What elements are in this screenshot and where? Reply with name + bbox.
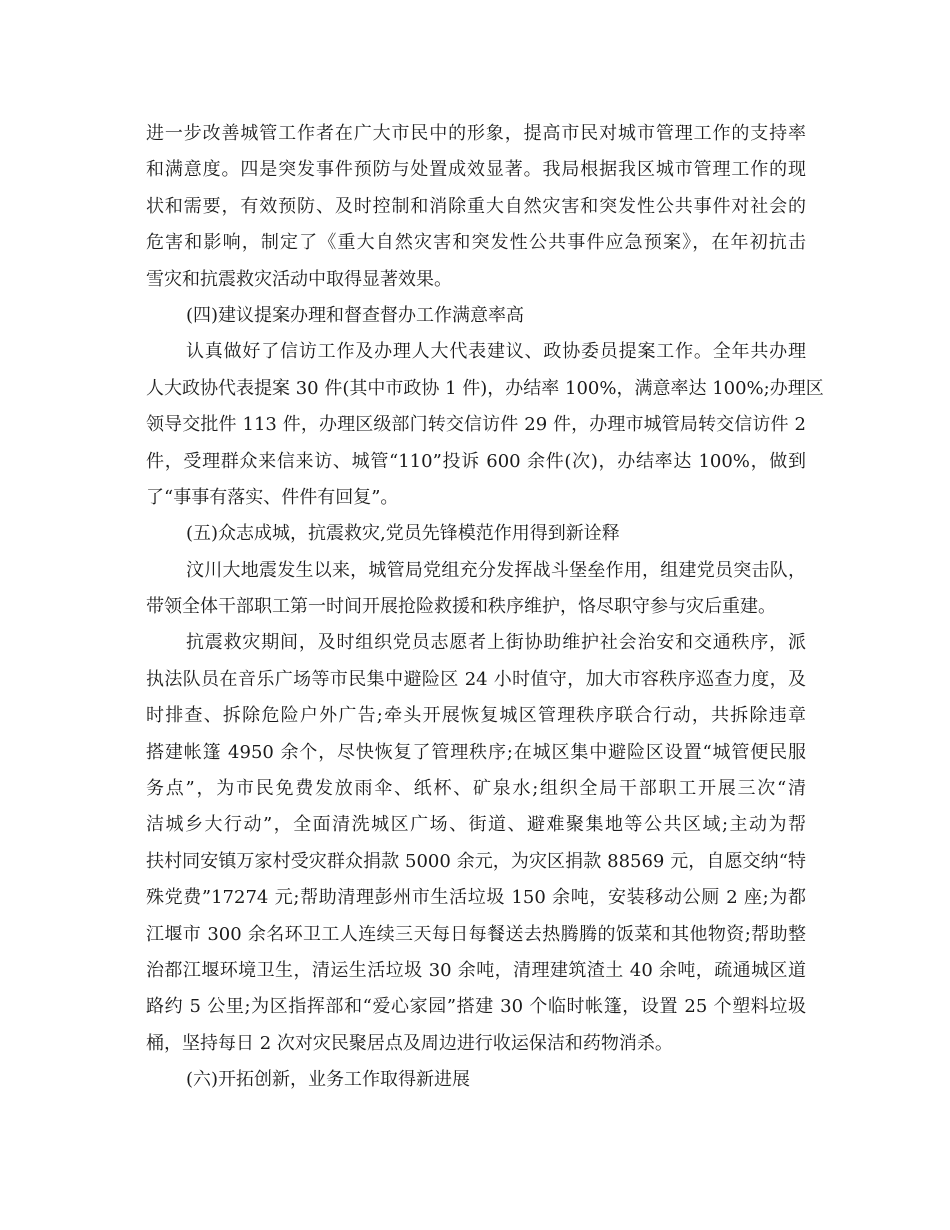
- text-line: 汶川大地震发生以来，城管局党组充分发挥战斗堡垒作用，组建党员突击队，: [186, 559, 806, 581]
- section-heading: [146, 298, 806, 334]
- text-line: 领导交批件 113 件，办理区级部门转交信访件 29 件，办理市城管局转交信访件 2: [146, 414, 806, 436]
- paragraph-body: [146, 625, 806, 1062]
- text-line: 雪灾和抗震救灾活动中取得显著效果。: [146, 268, 452, 290]
- heading-line: (六)开拓创新，业务工作取得新进展: [186, 1069, 471, 1091]
- text-line: 治都江堰环境卫生，清运生活垃圾 30 余吨，清理建筑渣土 40 余吨，疏通城区道: [146, 959, 806, 981]
- document-page: [146, 116, 824, 1099]
- text-line: 带领全体干部职工第一时间开展抢险救援和秩序维护，恪尽职守参与灾后重建。: [146, 596, 776, 618]
- text-line: 殊党费”17274 元;帮助清理彭州市生活垃圾 150 余吨，安装移动公厕 2 座;为都: [146, 887, 806, 909]
- paragraph-body: [146, 334, 824, 516]
- text-line: 执法队员在音乐广场等市民集中避险区 24 小时值守，加大市容秩序巡查力度，及: [146, 668, 806, 690]
- heading-line: (五)众志成城，抗震救灾,党员先锋模范作用得到新诠释: [186, 523, 620, 545]
- text-line: 扶村同安镇万家村受灾群众捐款 5000 余元，为灾区捐款 88569 元，自愿交纳“特: [146, 850, 806, 872]
- text-line: 人大政协代表提案 30 件(其中市政协 1 件)，办结率 100%，满意率达 100%;办理区: [146, 377, 824, 399]
- text-line: 洁城乡大行动”，全面清洗城区广场、街道、避难聚集地等公共区域;主动为帮: [146, 814, 806, 836]
- text-line: 桶，坚持每日 2 次对灾民聚居点及周边进行收运保洁和药物消杀。: [146, 1032, 673, 1054]
- text-line: 进一步改善城管工作者在广大市民中的形象，提高市民对城市管理工作的支持率: [146, 123, 806, 144]
- heading-line: (四)建议提案办理和督查督办工作满意率高: [186, 304, 525, 326]
- section-heading: [146, 516, 806, 552]
- text-line: 江堰市 300 余名环卫工人连续三天每日每餐送去热腾腾的饭菜和其他物资;帮助整: [146, 923, 806, 945]
- text-line: 和满意度。四是突发事件预防与处置成效显著。我局根据我区城市管理工作的现: [146, 159, 806, 181]
- paragraph-body: [146, 553, 806, 626]
- text-line: 件，受理群众来信来访、城管“110”投诉 600 余件(次)，办结率达 100%，做到: [146, 450, 806, 472]
- text-line: 了“事事有落实、件件有回复”。: [146, 486, 399, 508]
- text-line: 时排查、拆除危险户外广告;牵头开展恢复城区管理秩序联合行动，共拆除违章: [146, 705, 806, 727]
- text-line: 危害和影响，制定了《重大自然灾害和突发性公共事件应急预案》，在年初抗击: [146, 232, 806, 254]
- text-line: 状和需要，有效预防、及时控制和消除重大自然灾害和突发性公共事件对社会的: [146, 195, 806, 217]
- text-line: 务点”，为市民免费发放雨伞、纸杯、矿泉水;组织全局干部职工开展三次“清: [146, 778, 806, 800]
- section-heading: [146, 1062, 806, 1098]
- text-line: 认真做好了信访工作及办理人大代表建议、政协委员提案工作。全年共办理: [186, 341, 806, 363]
- text-line: 路约 5 公里;为区指挥部和“爱心家园”搭建 30 个临时帐篷，设置 25 个塑料垃圾: [146, 996, 806, 1018]
- text-line: 抗震救灾期间，及时组织党员志愿者上街协助维护社会治安和交通秩序，派: [186, 632, 806, 654]
- paragraph-body: [146, 116, 806, 298]
- text-line: 搭建帐篷 4950 余个，尽快恢复了管理秩序;在城区集中避险区设置“城管便民服: [146, 741, 806, 763]
